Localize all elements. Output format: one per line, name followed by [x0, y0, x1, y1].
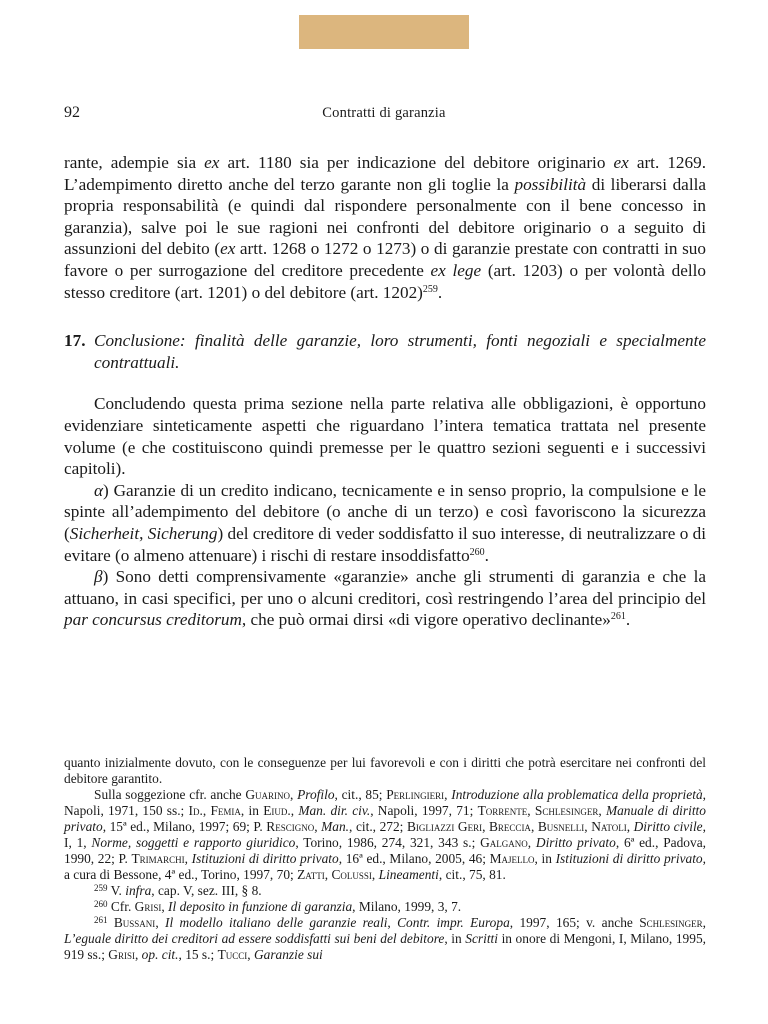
- color-tab-marker: [299, 15, 469, 49]
- page-number: 92: [64, 104, 80, 121]
- paragraph-continuation: rante, adempie sia ex art. 1180 sia per indicazione del debitore originario ex art. 1269. L’adempimento diretto anche del terzo garante non gli toglie la possibilità di liberarsi dalla propria responsabilità (e quindi dal rispondere personalmente con il bene concesso in garanzia), salve poi le sue ragioni nei confronti del debitore originario o a seguito di assunzioni del debito (ex artt. 1268 o 1272 o 1273) o di garanzie prestate con contratti in suo favore o per surrogazione del creditore precedente ex lege (art. 1203) o per volontà dello stesso creditore (art. 1201) o del debitore (art. 1202)$^{259}$.: [64, 153, 706, 302]
- footnotes: [64, 755, 706, 963]
- section-title: Conclusione: finalità delle garanzie, loro strumenti, fonti negoziali e specialmente contrattuali.: [94, 331, 706, 372]
- running-header: [64, 104, 704, 126]
- footnote-number: 259: [94, 883, 108, 893]
- section-heading: [64, 330, 706, 373]
- section-number: 17.: [64, 331, 86, 351]
- running-title: Contratti di garanzia: [322, 105, 446, 121]
- footnote-continuation: quanto inizialmente dovuto, con le conseguenze per lui favorevoli e con i diritti che potrà esercitare nei confronti del debitore garantito.: [64, 755, 706, 786]
- footnote-ref-259[interactable]: 259: [422, 283, 438, 295]
- paragraph-beta: β) Sono detti comprensivamente «garanzie» anche gli strumenti di garanzia e che la attuano, in casi specifici, per uno o alcuni creditori, così restringendo l’area del principio del par concursus creditorum, che può ormai dirsi «di vigore operativo declinante»$^{261}$.: [64, 567, 706, 630]
- main-text: [64, 152, 706, 631]
- paragraph-alpha: α) Garanzie di un credito indicano, tecnicamente e in senso proprio, la compulsione e le spinte all’adempimento del debitore (o anche di un terzo) e così favoriscono la sicurezza (Sicherheit, Sicherung) del creditore di veder soddisfatto il suo interesse, di neutralizzare o di evitare (o almeno attenuare) i rischi di restare insoddisfatto$^{260}$.: [64, 480, 706, 565]
- footnote-258-cont: Sulla soggezione cfr. anche Guarino, Profilo, cit., 85; Perlingieri, Introduzione alla problematica della proprietà, Napoli, 1971, 150 ss.; Id., Femia, in Eiud., Man. dir. civ., Napoli, 1997, 71; Torrente, Schlesinger, Manuale di diritto privato, 15ª ed., Milano, 1997; 69; P. Rescigno, Man., cit., 272; Bigliazzi Geri, Breccia, Busnelli, Natoli, Diritto civile, I, 1, Norme, soggetti e rapporto giuridico, Torino, 1986, 274, 321, 343 s.; Galgano, Diritto privato, 6ª ed., Padova, 1990, 22; P. Trimarchi, Istituzioni di diritto privato, 16ª ed., Milano, 2005, 46; Majello, in Istituzioni di diritto privato, a cura di Bessone, 4ª ed., Torino, 1997, 70; Zatti, Colussi, Lineamenti, cit., 75, 81.: [64, 787, 707, 882]
- paragraph-conclusion: Concludendo questa prima sezione nella parte relativa alle obbligazioni, è opportuno evidenziare sinteticamente aspetti che riguardano l’intera tematica trattata nel presente volume (e che costituiscono quindi premesse per le quattro sezioni seguenti e i successivi capitoli).: [64, 394, 706, 479]
- footnote-260: $^{260}$ Cfr. Grisi, Il deposito in funzione di garanzia, Milano, 1999, 3, 7.: [94, 899, 462, 914]
- footnote-261: $^{261}$ Bussani, Il modello italiano delle garanzie reali, Contr. impr. Europa, 1997, 165; v. anche Schlesinger, L’eguale diritto dei creditori ad essere soddisfatti sui beni del debitore, in Scritti in onore di Mengoni, I, Milano, 1995, 919 ss.; Grisi, op. cit., 15 s.; Tucci, Garanzie sui: [64, 915, 707, 962]
- footnote-259: $^{259}$ V. infra, cap. V, sez. III, § 8.: [94, 883, 262, 898]
- footnote-number: 261: [94, 915, 108, 925]
- alpha-marker: α: [94, 480, 104, 500]
- footnote-ref-261[interactable]: 261: [610, 611, 626, 623]
- beta-marker: β: [94, 567, 103, 587]
- footnote-ref-260[interactable]: 260: [469, 546, 485, 558]
- footnote-number: 260: [94, 899, 108, 909]
